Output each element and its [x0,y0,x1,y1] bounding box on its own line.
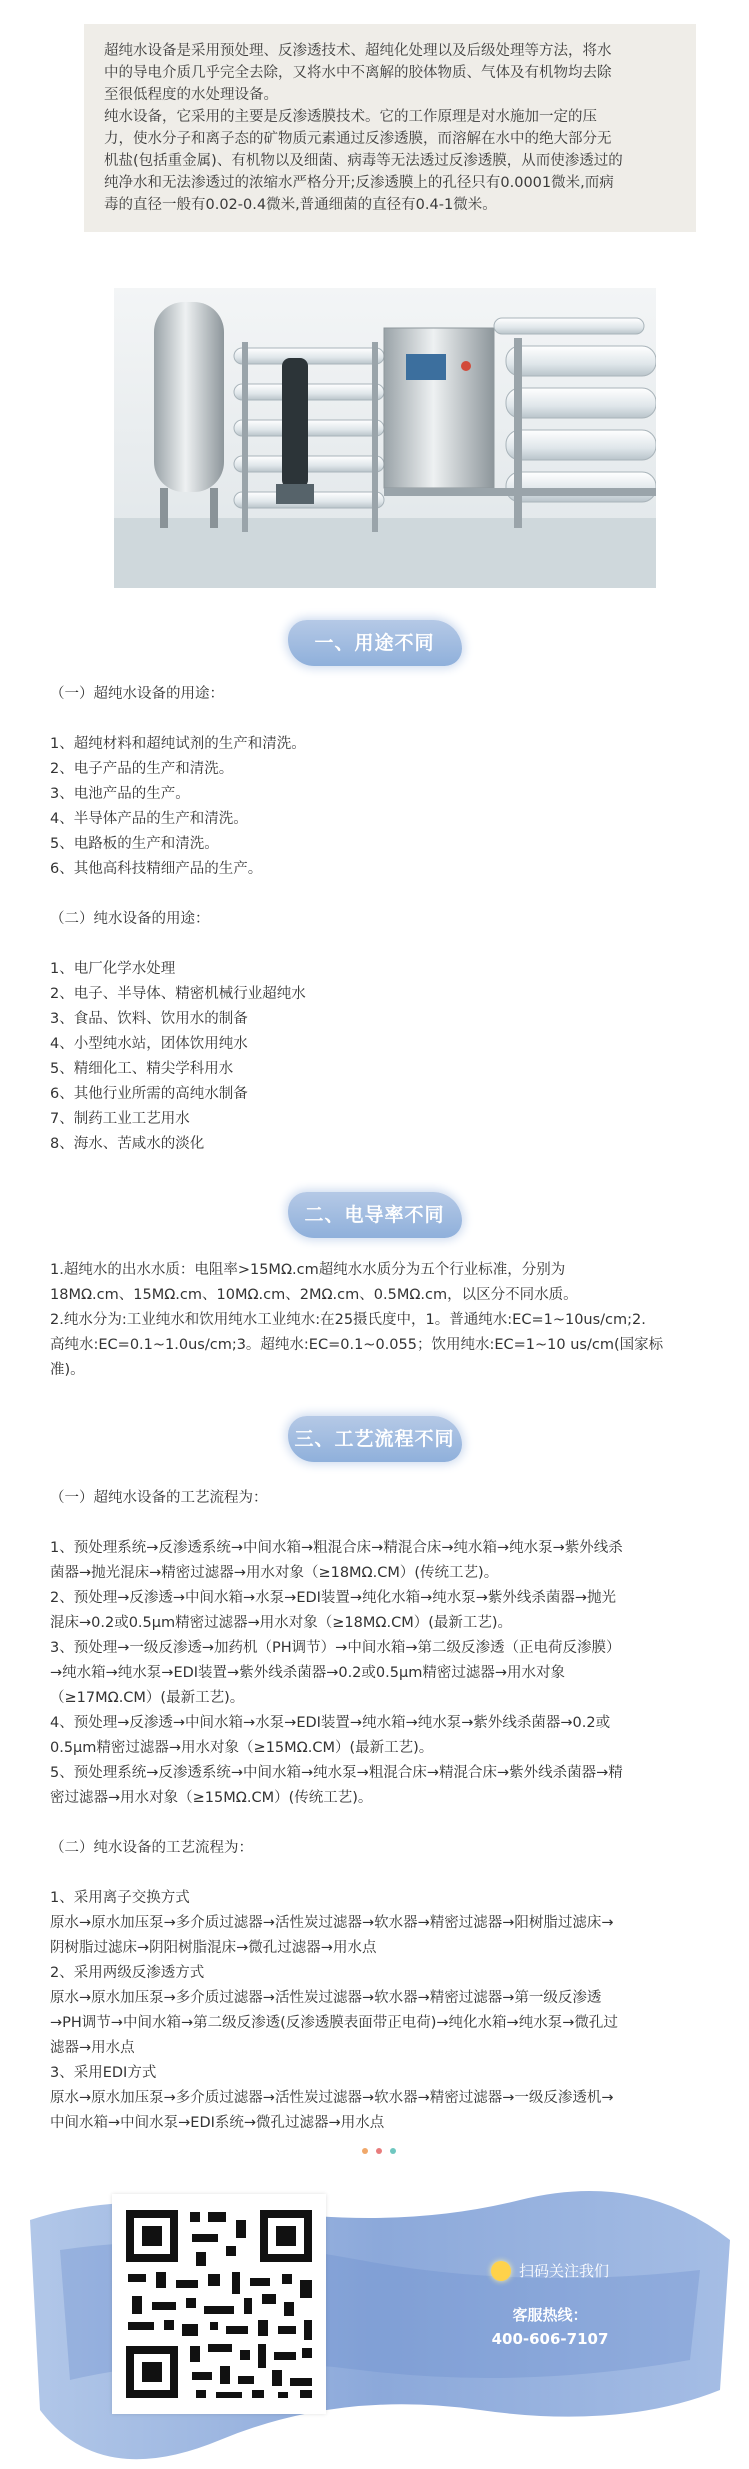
body-line: 5、精细化工、精尖学科用水 [50,1061,234,1077]
body-line: 0.5μm精密过滤器→用水对象（≥15MΩ.CM）(最新工艺)。 [50,1740,434,1756]
body-line [50,882,735,907]
body-line: （一）超纯水设备的工艺流程为： [50,1490,268,1506]
body-line: 中间水箱→中间水泵→EDI系统→微孔过滤器→用水点 [50,2115,385,2131]
body-line: 1、采用离子交换方式 [50,1890,190,1906]
follow-label: 扫码关注我们 [518,2262,609,2280]
body-line: 2、预处理→反渗透→中间水箱→水泵→EDI装置→纯化水箱→纯水泵→紫外线杀菌器→抛光 [50,1590,617,1606]
body-line: 高纯水:EC=0.1~1.0us/cm;3。超纯水:EC=0.1~0.055；饮用纯水:EC=1~10 us/cm(国家标 [50,1337,664,1353]
body-line [50,1511,735,1536]
qr-code-icon [112,2194,326,2414]
body-line: 3、食品、饮料、饮用水的制备 [50,1011,248,1027]
body-line: 2、电子产品的生产和清洗。 [50,761,234,777]
body-line: 密过滤器→用水对象（≥15MΩ.CM）(传统工艺)。 [50,1790,373,1806]
body-line: 6、其他高科技精细产品的生产。 [50,861,263,877]
intro-line: 毒的直径一般有0.02-0.4微米,普通细菌的直径有0.4-1微米。 [104,197,497,213]
body-line [50,707,735,732]
body-line: 1、超纯材料和超纯试剂的生产和清洗。 [50,736,306,752]
body-line: →纯水箱→纯水泵→EDI装置→紫外线杀菌器→0.2或0.5μm精密过滤器→用水对象 [50,1665,565,1681]
body-line: （≥17MΩ.CM）(最新工艺)。 [50,1690,245,1706]
qr-code-card [112,2194,326,2414]
body-line: 3、电池产品的生产。 [50,786,190,802]
body-line: 4、半导体产品的生产和清洗。 [50,811,248,827]
intro-box [84,24,696,232]
equipment-photo [114,288,656,588]
intro-line: 至很低程度的水处理设备。 [104,87,278,103]
section-title: 一、用途不同 [314,632,435,654]
body-line: 1、电厂化学水处理 [50,961,176,977]
body-line: →PH调节→中间水箱→第二级反渗透(反渗透膜表面带正电荷)→纯化水箱→纯水泵→微孔过 [50,2015,618,2031]
intro-line: 纯净水和无法渗透过的浓缩水严格分开;反渗透膜上的孔径只有0.0001微米,而病 [104,175,614,191]
body-line: 6、其他行业所需的高纯水制备 [50,1086,248,1102]
dot-orange [362,2148,368,2154]
section-body-process [50,1486,735,2136]
body-line: 18MΩ.cm、15MΩ.cm、10MΩ.cm、2MΩ.cm、0.5MΩ.cm，以区分不同水质。 [50,1287,578,1303]
body-line: 7、制药工业工艺用水 [50,1111,190,1127]
body-line: 5、预处理系统→反渗透系统→中间水箱→纯水泵→粗混合床→精混合床→紫外线杀菌器→精 [50,1765,623,1781]
body-line: 原水→原水加压泵→多介质过滤器→活性炭过滤器→软水器→精密过滤器→一级反渗透机→ [50,2090,614,2106]
body-line: （二）纯水设备的用途： [50,911,210,927]
hotline-number: 400-606-7107 [491,2330,609,2348]
section-heading-process [0,1414,749,1468]
body-line: 阴树脂过滤床→阴阳树脂混床→微孔过滤器→用水点 [50,1940,377,1956]
body-line: 2、电子、半导体、精密机械行业超纯水 [50,986,306,1002]
hotline-label: 客服热线： [512,2306,588,2324]
section-heading-usage [0,618,749,672]
body-line: 原水→原水加压泵→多介质过滤器→活性炭过滤器→软水器→精密过滤器→第一级反渗透 [50,1990,602,2006]
decorative-dots [362,2148,402,2158]
body-line: 3、预处理→一级反渗透→加药机（PH调节）→中间水箱→第二级反渗透（正电荷反渗膜） [50,1640,621,1656]
body-line: 准)。 [50,1362,85,1378]
follow-row [491,2260,609,2281]
body-line: 混床→0.2或0.5μm精密过滤器→用水对象（≥18MΩ.CM）(最新工艺)。 [50,1615,513,1631]
body-line [50,1861,735,1886]
body-line [50,1811,735,1836]
section-title: 三、工艺流程不同 [294,1428,455,1450]
body-line: 2.纯水分为:工业纯水和饮用纯水工业纯水:在25摄氏度中，1。普通纯水:EC=1~10us/cm;2. [50,1312,646,1328]
body-line: 4、预处理→反渗透→中间水箱→水泵→EDI装置→纯水箱→纯水泵→紫外线杀菌器→0.2或 [50,1715,611,1731]
section-heading-conductivity [0,1190,749,1244]
dot-teal [390,2148,396,2154]
section-title: 二、电导率不同 [304,1204,445,1226]
body-line: 原水→原水加压泵→多介质过滤器→活性炭过滤器→软水器→精密过滤器→阳树脂过滤床→ [50,1915,614,1931]
lightbulb-icon [491,2261,511,2281]
intro-line: 机盐(包括重金属)、有机物以及细菌、病毒等无法透过反渗透膜，从而使渗透过的 [104,153,623,169]
body-line: 8、海水、苦咸水的淡化 [50,1136,205,1152]
footer-banner [0,2180,749,2469]
dot-red [376,2148,382,2154]
body-line: 滤器→用水点 [50,2040,135,2056]
body-line: 3、采用EDI方式 [50,2065,157,2081]
body-line: （二）纯水设备的工艺流程为： [50,1840,253,1856]
body-line: 菌器→抛光混床→精密过滤器→用水对象（≥18MΩ.CM）(传统工艺)。 [50,1565,499,1581]
water-treatment-equipment-illustration [114,288,656,588]
intro-line: 超纯水设备是采用预处理、反渗透技术、超纯化处理以及后级处理等方法，将水 [104,43,612,59]
body-line: 1.超纯水的出水水质：电阻率>15MΩ.cm超纯水水质分为五个行业标准，分别为 [50,1262,566,1278]
section-body-usage [50,682,735,1157]
intro-line: 纯水设备，它采用的主要是反渗透膜技术。它的工作原理是对水施加一定的压 [104,109,597,125]
body-line [50,932,735,957]
body-line: 1、预处理系统→反渗透系统→中间水箱→粗混合床→精混合床→纯水箱→纯水泵→紫外线杀 [50,1540,623,1556]
intro-line: 中的导电介质几乎完全去除，又将水中不离解的胶体物质、气体及有机物均去除 [104,65,612,81]
body-line: 5、电路板的生产和清洗。 [50,836,219,852]
intro-line: 力，使水分子和离子态的矿物质元素通过反渗透膜，而溶解在水中的绝大部分无 [104,131,612,147]
contact-block [430,2260,670,2351]
body-line: 2、采用两级反渗透方式 [50,1965,205,1981]
body-line: （一）超纯水设备的用途： [50,686,224,702]
section-body-conductivity [50,1258,735,1383]
body-line: 4、小型纯水站，团体饮用纯水 [50,1036,248,1052]
